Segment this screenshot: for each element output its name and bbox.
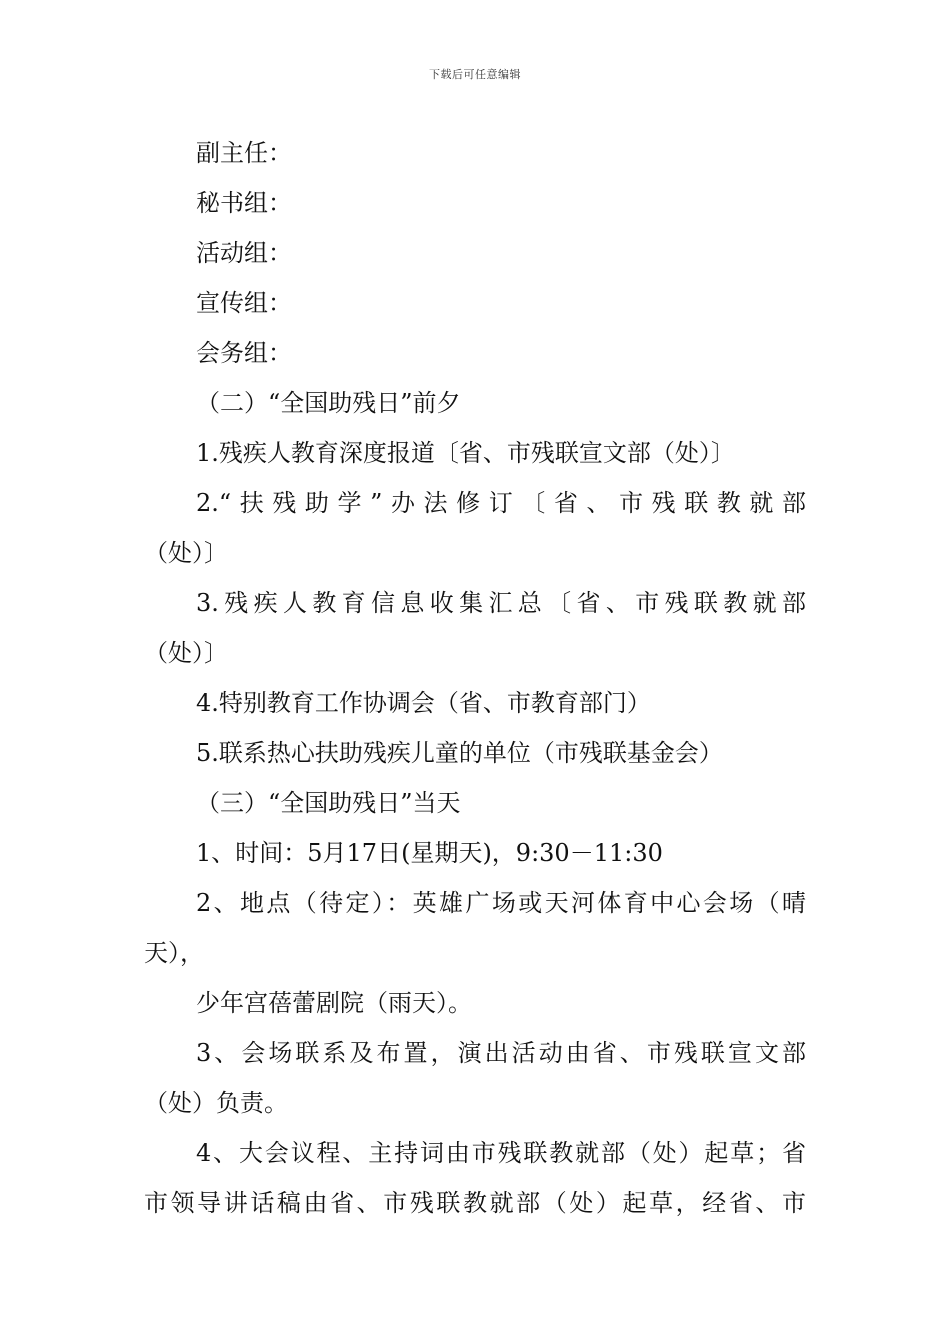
text-line: 4.特别教育工作协调会（省、市教育部门） [196,689,651,717]
text-line: 3、会场联系及布置，演出活动由省、市残联宣文部 [196,1039,806,1067]
section-heading: （三）“全国助残日”当天 [196,789,461,817]
text-line: （处）〕 [144,539,228,567]
text-line: 2、地点（待定）：英雄广场或天河体育中心会场（晴 [196,889,806,917]
text-line: 5.联系热心扶助残疾儿童的单位（市残联基金会） [196,739,723,767]
text-line: 1.残疾人教育深度报道〔省、市残联宣文部（处）〕 [196,439,735,467]
section-heading: （二）“全国助残日”前夕 [196,389,461,417]
text-line: 宣传组： [196,289,292,317]
text-line: 活动组： [196,239,292,267]
text-line: 市领导讲话稿由省、市残联教就部（处）起草，经省、市 [144,1189,806,1217]
text-line: 少年宫蓓蕾剧院（雨天）。 [196,989,472,1017]
text-line: 天）， [144,939,204,967]
text-line: 副主任： [196,139,292,167]
text-line: 4、大会议程、主持词由市残联教就部（处）起草；省 [196,1139,806,1167]
text-line: 会务组： [196,339,292,367]
text-line: （处）〕 [144,639,228,667]
text-line: （处）负责。 [144,1089,288,1117]
text-line: 3.残疾人教育信息收集汇总〔省、市残联教就部 [196,589,806,617]
page-header: 下载后可任意编辑 [429,68,521,81]
text-line: 2.“扶残助学”办法修订〔省、市残联教就部 [196,489,806,517]
text-line: 秘书组： [196,189,292,217]
text-line: 1、时间：5月17日(星期天)，9:30－11:30 [196,839,663,867]
document-body [144,128,806,1228]
